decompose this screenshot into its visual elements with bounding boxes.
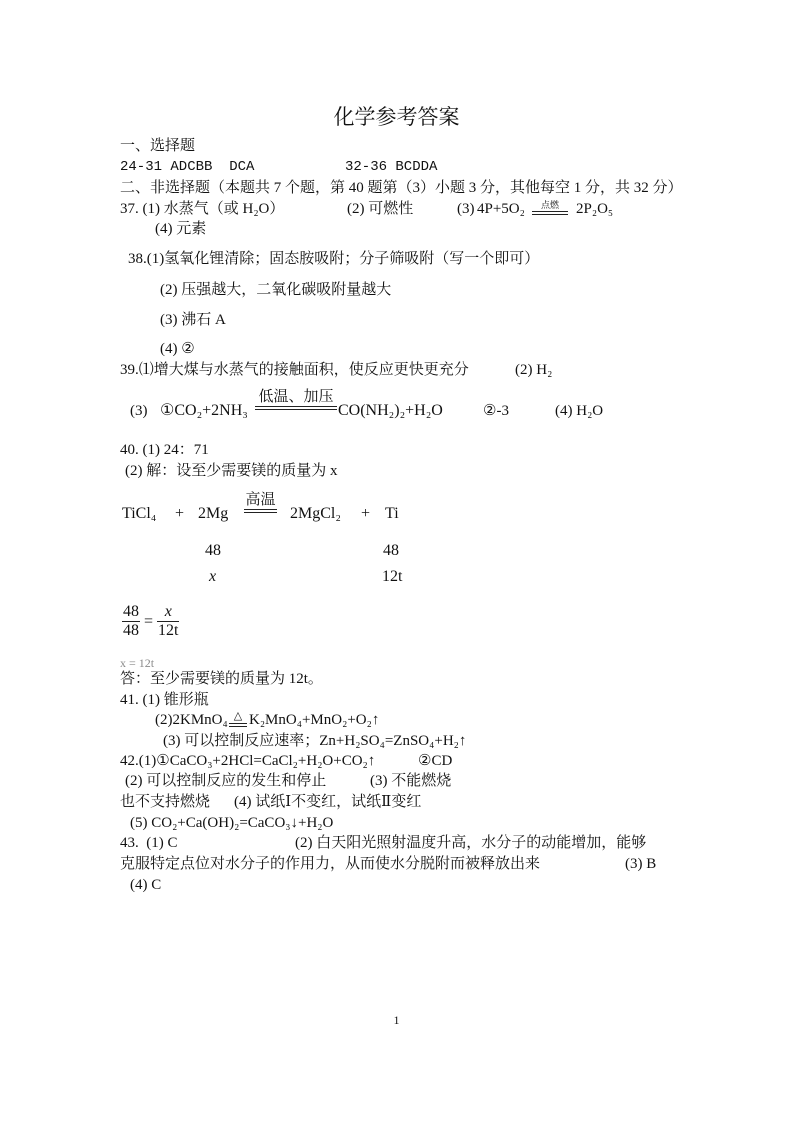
proportion-equation (122, 603, 179, 640)
heat-triangle-icon: △ (233, 710, 243, 722)
actual-mass-ti: 12t (382, 568, 403, 585)
q42-answer-1: 42.(1)①CaCO₃+2HCl=CaCl₂+H₂O+CO₂↑ (120, 753, 376, 769)
q41-reaction-condition (229, 711, 247, 727)
relative-mass-ti: 48 (383, 542, 399, 559)
q37-equation-products: 2P₂O₅ (576, 201, 614, 217)
equation-reactant-1: TiCl₄ (122, 505, 157, 522)
q38-answer-4: (4) ② (160, 341, 195, 357)
equation-plus: + (175, 505, 185, 522)
q43-answer-2-line2: 克服特定点位对水分子的作用力，从而使水分脱附而被释放出来 (120, 856, 541, 872)
equation-plus: + (361, 505, 371, 522)
q37-reaction-condition (532, 200, 568, 215)
q38-answer-1: 38.(1)氢氧化锂清除；固态胺吸附；分子筛吸附（写一个即可） (128, 251, 540, 267)
q42-answer-4: (4) 试纸Ⅰ不变红，试纸Ⅱ变红 (234, 794, 422, 810)
q40-answer-2: (2) 解：设至少需要镁的质量为 x (125, 463, 338, 479)
section-heading-non-choice: 二、非选择题（本题共 7 个题，第 40 题第（3）小题 3 分，其他每空 1 分，共 32 分） (120, 180, 683, 196)
q37-answer-4: (4) 元素 (155, 221, 207, 237)
condition-text: 点燃 (540, 200, 559, 210)
fraction-right (157, 603, 179, 640)
equation-product-1: 2MgCl₂ (290, 505, 341, 522)
q39-answer-3-label: (3) (130, 403, 148, 419)
actual-mass-mg: x (209, 568, 217, 585)
q41-answer-1: 41. (1) 锥形瓶 (120, 692, 209, 708)
q37-equation-reactants: 4P+5O₂ (477, 201, 525, 217)
q41-equation-products: K₂MnO₄+MnO₂+O₂↑ (249, 712, 380, 728)
fraction-left (122, 603, 140, 640)
q43-answer-2-line1: (2) 白天阳光照射温度升高，水分子的动能增加，能够 (295, 835, 647, 851)
q40-answer-1: 40. (1) 24：71 (120, 442, 209, 458)
q39-equation-products: CO(NH₂)₂+H₂O (338, 402, 443, 419)
equals-bar (532, 211, 568, 215)
q37-answer-1: 37. (1) 水蒸气（或 H₂O） (120, 201, 285, 217)
q39-answer-1: 39.⑴增大煤与水蒸气的接触面积，使反应更快更充分 (120, 362, 469, 378)
q41-equation-reactants: (2)2KMnO₄ (155, 712, 228, 728)
q43-answer-3: (3) B (625, 856, 657, 872)
q39-answer-3-part2: ②-3 (483, 403, 509, 419)
q39-reaction-condition (255, 389, 337, 410)
equation-reactant-2: 2Mg (198, 505, 229, 522)
page-number: 1 (393, 1013, 400, 1027)
q42-answer-5: (5) CO₂+Ca(OH)₂=CaCO₃↓+H₂O (130, 815, 334, 831)
q42-answer-3-line1: (3) 不能燃烧 (370, 773, 452, 789)
choice-answers-32-36: 32-36 BCDDA (345, 159, 438, 175)
q41-answer-3: (3) 可以控制反应速率；Zn+H₂SO₄=ZnSO₄+H₂↑ (163, 733, 467, 749)
q42-answer-3-line2: 也不支持燃烧 (120, 794, 211, 810)
fraction-left-denominator: 48 (123, 622, 139, 639)
q42-answer-2: (2) 可以控制反应的发生和停止 (125, 773, 327, 789)
q43-answer-4: (4) C (130, 877, 162, 893)
fraction-right-numerator: x (164, 603, 172, 620)
fraction-left-numerator: 48 (123, 603, 139, 620)
q39-equation-reactants: ①CO₂+2NH₃ (160, 402, 248, 419)
relative-mass-mg: 48 (205, 542, 221, 559)
q38-answer-2: (2) 压强越大，二氧化碳吸附量越大 (160, 282, 392, 298)
q40-reaction-condition (244, 492, 277, 513)
choice-answers-24-31: 24-31 ADCBB DCA (120, 159, 255, 175)
equals-bar (255, 406, 337, 410)
q42-answer-1-part2: ②CD (418, 753, 453, 769)
equals-sign: = (144, 612, 154, 630)
q39-answer-4: (4) H₂O (555, 403, 604, 419)
q40-result: x = 12t (120, 656, 155, 670)
section-heading-multiple-choice: 一、选择题 (120, 138, 196, 154)
equals-bar (229, 723, 247, 727)
q39-answer-2: (2) H₂ (515, 362, 553, 378)
condition-text: 低温、加压 (258, 389, 334, 405)
q37-answer-3-label: (3) (457, 201, 475, 217)
q37-answer-2: (2) 可燃性 (347, 201, 414, 217)
q43-answer-1: 43. (1) C (120, 835, 178, 851)
q40-conclusion: 答：至少需要镁的质量为 12t。 (120, 671, 323, 687)
page-title: 化学参考答案 (333, 105, 460, 129)
fraction-right-denominator: 12t (158, 622, 179, 639)
equation-product-2: Ti (385, 505, 399, 522)
q38-answer-3: (3) 沸石 A (160, 312, 226, 328)
equals-bar (244, 509, 277, 513)
condition-text: 高温 (245, 492, 276, 508)
